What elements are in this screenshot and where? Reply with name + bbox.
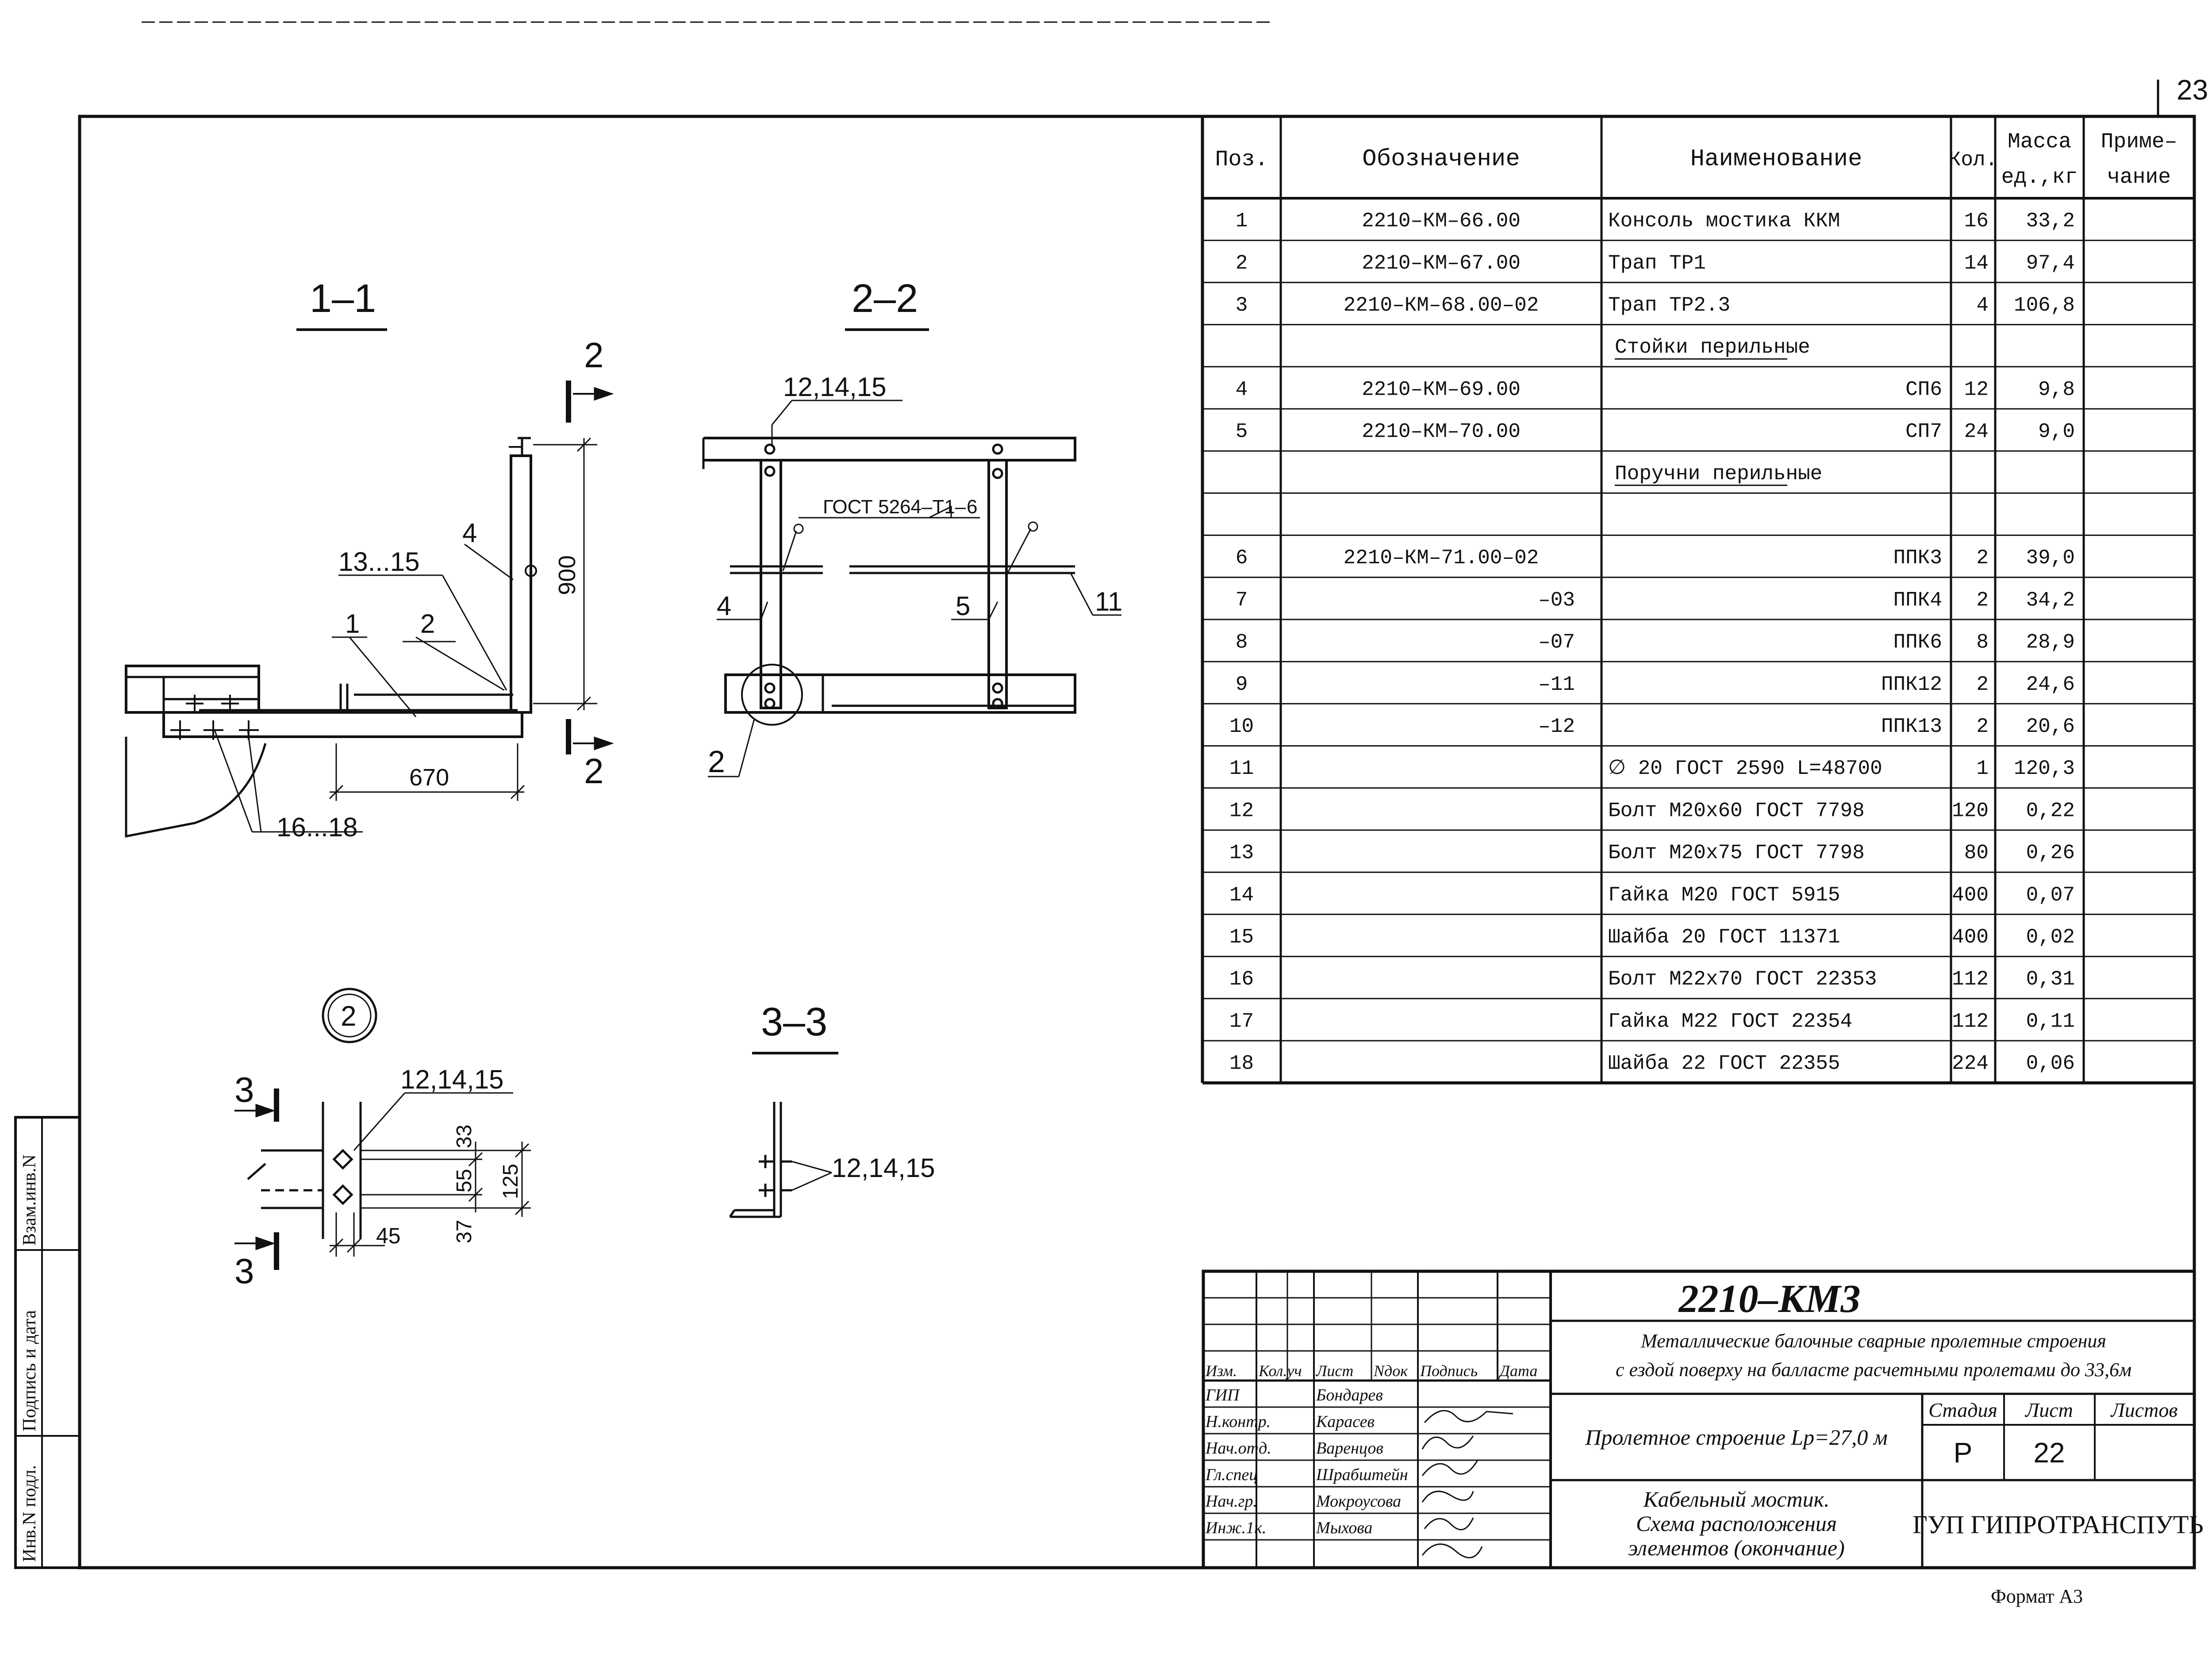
row-qty: 2: [1976, 546, 1989, 570]
staff-name: Мокроусова: [1316, 1492, 1402, 1511]
document-code: 2210–КМ3: [1678, 1277, 1861, 1321]
row-designation: –03: [1538, 589, 1575, 612]
sheets-label: Листов: [2111, 1399, 2178, 1421]
section-2-2: [703, 330, 1121, 777]
sheet-title-line-3: элементов (окончание): [1628, 1535, 1845, 1560]
ref-13-15-label: 13...15: [338, 547, 420, 577]
group-heading: Стойки перильные: [1615, 336, 1810, 359]
row-name: Болт М20х75 ГОСТ 7798: [1608, 841, 1865, 865]
row-mark: ППК3: [1893, 546, 1942, 570]
staff-role: ГИП: [1206, 1386, 1240, 1404]
organization-name: ГУП ГИПРОТРАНСПУТЬ: [1912, 1510, 2204, 1539]
row-mass: 0,22: [2026, 799, 2075, 823]
stamp-sign-date: Подпись и дата: [19, 1310, 40, 1431]
row-qty: 112: [1952, 968, 1989, 991]
staff-list: [1205, 1386, 1408, 1537]
row-name: Трап ТР2.3: [1608, 294, 1731, 317]
header-note-1: Приме–: [2101, 130, 2177, 154]
revision-header: Подпись: [1420, 1362, 1478, 1380]
row-qty: 112: [1952, 1010, 1989, 1033]
row-mass: 0,06: [2026, 1052, 2075, 1075]
ref-12-14-15-label-a: 12,14,15: [783, 372, 887, 402]
row-mass: 9,8: [2038, 378, 2075, 401]
sheet-title-line-2: Схема расположения: [1636, 1511, 1837, 1536]
stage-label: Стадия: [1928, 1399, 1997, 1421]
row-name: Трап ТР1: [1608, 251, 1706, 275]
section-3-3: [730, 1053, 838, 1217]
header-name: Наименование: [1690, 146, 1863, 173]
row-name: Шайба 22 ГОСТ 22355: [1608, 1052, 1840, 1075]
row-mark: СП7: [1905, 420, 1942, 443]
row-qty: 1: [1976, 757, 1989, 781]
ref-11-label: 11: [1095, 587, 1123, 616]
row-qty: 400: [1952, 883, 1989, 907]
row-pos: 3: [1235, 294, 1248, 317]
row-qty: 16: [1964, 209, 1989, 233]
header-mass-2: ед.,кг: [2001, 165, 2078, 189]
ref-1-label: 1: [345, 609, 360, 639]
staff-role: Нач.отд.: [1206, 1439, 1271, 1458]
row-designation: 2210–КМ–67.00: [1362, 251, 1521, 275]
row-designation: 2210–КМ–70.00: [1362, 420, 1521, 443]
ref-4-label: 4: [462, 518, 477, 548]
row-pos: 17: [1229, 1010, 1254, 1033]
row-designation: 2210–КМ–68.00–02: [1343, 294, 1539, 317]
gost-weld-label: ГОСТ 5264–Т1–: [823, 496, 966, 518]
row-pos: 6: [1235, 546, 1248, 570]
ref-2-label: 2: [420, 609, 435, 639]
staff-role: Инж.1к.: [1206, 1519, 1267, 1537]
row-qty: 4: [1976, 294, 1989, 317]
row-name: Консоль мостика ККМ: [1608, 209, 1840, 233]
dim-900-label: 900: [554, 555, 580, 595]
row-pos: 14: [1229, 883, 1254, 907]
row-qty: 12: [1964, 378, 1989, 401]
row-designation: –11: [1538, 673, 1575, 696]
row-pos: 16: [1229, 968, 1254, 991]
staff-role: Гл.спец: [1206, 1466, 1258, 1484]
row-mass: 28,9: [2026, 631, 2075, 654]
staff-role: Н.контр.: [1206, 1412, 1271, 1431]
row-pos: 9: [1235, 673, 1248, 696]
row-pos: 2: [1235, 251, 1248, 275]
row-pos: 10: [1229, 715, 1254, 738]
section-1-1-title: 1–1: [310, 277, 376, 321]
row-qty: 24: [1964, 420, 1989, 443]
cut-marker-3-bottom: 3: [234, 1251, 254, 1291]
row-pos: 7: [1235, 589, 1248, 612]
staff-name: Бондарев: [1316, 1386, 1383, 1404]
row-mass: 9,0: [2038, 420, 2075, 443]
row-qty: 2: [1976, 589, 1989, 612]
row-name: Болт М20х60 ГОСТ 7798: [1608, 799, 1865, 823]
row-qty: 2: [1976, 715, 1989, 738]
dim-45-label: 45: [376, 1223, 401, 1248]
project-line-1: Металлические балочные сварные пролетные строения: [1641, 1330, 2106, 1352]
row-pos: 5: [1235, 420, 1248, 443]
cut-marker-2-bottom: 2: [584, 751, 604, 791]
row-pos: 1: [1235, 209, 1248, 233]
sheet-label: Лист: [2025, 1399, 2073, 1421]
row-mass: 39,0: [2026, 546, 2075, 570]
format-label: Формат А3: [1991, 1585, 2083, 1607]
group-heading: Поручни перильные: [1615, 462, 1823, 485]
dim-33-label: 33: [453, 1124, 476, 1148]
ref-16-18-label: 16...18: [276, 812, 358, 842]
section-1-1: [126, 330, 611, 836]
row-mass: 106,8: [2013, 294, 2075, 317]
row-qty: 8: [1976, 631, 1989, 654]
row-mass: 33,2: [2026, 209, 2075, 233]
node-2-title: 2: [341, 1000, 357, 1032]
revision-header: Кол.уч: [1259, 1362, 1302, 1380]
row-mass: 0,26: [2026, 841, 2075, 865]
row-mass: 97,4: [2026, 251, 2075, 275]
cut-marker-2-top: 2: [584, 335, 604, 375]
cut-marker-3-top: 3: [234, 1070, 254, 1109]
signatures: [1422, 1411, 1513, 1558]
spec-table: [1202, 116, 2194, 1083]
header-pos: Поз.: [1215, 147, 1268, 173]
revision-header: Дата: [1500, 1362, 1538, 1380]
side-stamp: [15, 1117, 80, 1568]
row-pos: 11: [1229, 757, 1254, 781]
row-name: Шайба 20 ГОСТ 11371: [1608, 926, 1840, 949]
row-name: Болт М22х70 ГОСТ 22353: [1608, 968, 1877, 991]
stamp-inv-repl: Взам.инв.N: [19, 1154, 40, 1246]
row-mass: 0,07: [2026, 883, 2075, 907]
staff-name: Шрабштейн: [1316, 1466, 1408, 1484]
staff-name: Мыхова: [1316, 1519, 1373, 1537]
weld-size-label: 6: [967, 496, 978, 518]
stamp-inv-orig: Инв.N подл.: [19, 1465, 40, 1562]
staff-name: Карасев: [1316, 1412, 1375, 1431]
row-mass: 34,2: [2026, 589, 2075, 612]
staff-role: Нач.гр.: [1206, 1492, 1257, 1511]
row-pos: 13: [1229, 841, 1254, 865]
row-name: Гайка М22 ГОСТ 22354: [1608, 1010, 1853, 1033]
row-designation: –07: [1538, 631, 1575, 654]
section-3-3-title: 3–3: [761, 1000, 828, 1044]
row-designation: 2210–КМ–71.00–02: [1343, 546, 1539, 570]
row-qty: 14: [1964, 251, 1989, 275]
row-qty: 2: [1976, 673, 1989, 696]
revision-header: Лист: [1316, 1362, 1354, 1380]
sheet-title-line-1: Кабельный мостик.: [1643, 1487, 1830, 1512]
row-mass: 120,3: [2013, 757, 2075, 781]
row-name: Гайка М20 ГОСТ 5915: [1608, 883, 1840, 907]
header-qty: Кол.: [1948, 148, 1998, 172]
ref-12-14-15-label-b: 12,14,15: [400, 1065, 504, 1094]
row-pos: 15: [1229, 926, 1254, 949]
row-designation: –12: [1538, 715, 1575, 738]
row-mark: СП6: [1905, 378, 1942, 401]
row-qty: 400: [1952, 926, 1989, 949]
row-pos: 4: [1235, 378, 1248, 401]
staff-name: Варенцов: [1316, 1439, 1383, 1458]
object-name: Пролетное строение Lр=27,0 м: [1585, 1425, 1888, 1450]
row-mass: 24,6: [2026, 673, 2075, 696]
stage-value: Р: [1953, 1437, 1973, 1469]
ref-5-label: 5: [956, 591, 971, 621]
row-mark: ППК13: [1881, 715, 1942, 738]
section-2-2-title: 2–2: [852, 277, 918, 321]
row-mass: 0,11: [2026, 1010, 2075, 1033]
row-qty: 224: [1952, 1052, 1989, 1075]
dim-670-label: 670: [409, 764, 449, 791]
row-pos: 18: [1229, 1052, 1254, 1075]
ref-12-14-15-label-c: 12,14,15: [832, 1153, 935, 1183]
revision-header: Изм.: [1206, 1362, 1237, 1380]
row-designation: 2210–КМ–66.00: [1362, 209, 1521, 233]
row-qty: 80: [1964, 841, 1989, 865]
ref-4-label-b: 4: [717, 591, 732, 621]
row-mark: ППК6: [1893, 631, 1942, 654]
row-pos: 12: [1229, 799, 1254, 823]
row-mass: 0,31: [2026, 968, 2075, 991]
row-qty: 120: [1952, 799, 1989, 823]
row-mark: ППК4: [1893, 589, 1942, 612]
header-mass-1: Масса: [2007, 130, 2072, 154]
header-note-2: чание: [2107, 165, 2171, 189]
row-pos: 8: [1235, 631, 1248, 654]
revision-header: Nдок: [1374, 1362, 1408, 1380]
node-2-callout: 2: [708, 744, 725, 779]
dim-55-label: 55: [453, 1169, 476, 1192]
row-name: ∅ 20 ГОСТ 2590 L=48700: [1608, 757, 1882, 781]
header-designation: Обозначение: [1362, 146, 1520, 173]
row-mass: 20,6: [2026, 715, 2075, 738]
page-number: 23: [2177, 74, 2208, 106]
project-line-2: с ездой поверху на балласте расчетными пролетами до 33,6м: [1615, 1359, 2132, 1381]
row-mark: ППК12: [1881, 673, 1942, 696]
row-designation: 2210–КМ–69.00: [1362, 378, 1521, 401]
row-mass: 0,02: [2026, 926, 2075, 949]
dim-125-label: 125: [499, 1163, 522, 1199]
dim-37-label: 37: [453, 1219, 476, 1243]
sheet-value: 22: [2033, 1437, 2065, 1469]
